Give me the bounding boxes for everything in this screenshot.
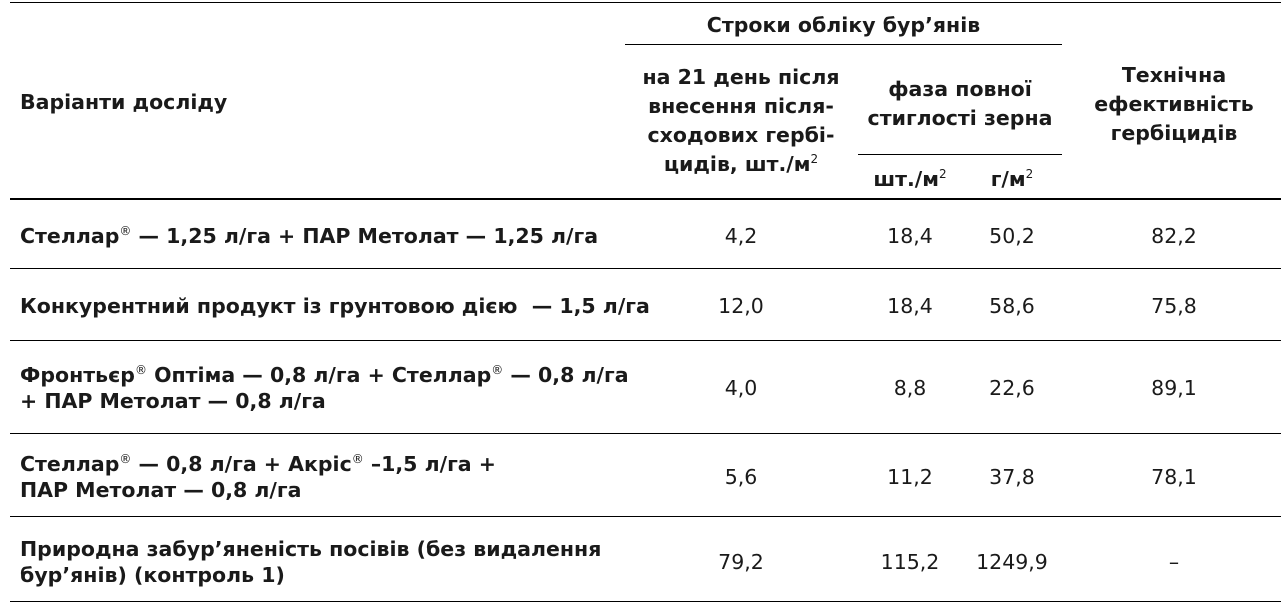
header-efficiency-line3: гербіцидів bbox=[1110, 121, 1238, 145]
table-row-4-day21: 5,6 bbox=[724, 465, 758, 489]
header-day21 bbox=[625, 63, 857, 179]
table-row-1-day21: 4,2 bbox=[724, 224, 758, 248]
table-row-4-variant bbox=[20, 451, 496, 503]
header-phase bbox=[858, 75, 1062, 133]
group-header-rule bbox=[625, 44, 1062, 45]
table-row-5-eff: – bbox=[1168, 550, 1180, 574]
header-unit-pcs: $шт./м^2$ bbox=[873, 167, 947, 191]
table-row-1-variant: Стеллар® — 1,25 л/га + ПАР Метолат — 1,25 л/га bbox=[20, 224, 599, 248]
header-day21-line4: цидів, $шт./м^2$ bbox=[663, 152, 819, 176]
table-row-5-variant bbox=[20, 536, 601, 588]
header-bottom-rule bbox=[10, 198, 1281, 200]
table-row-3-g: 22,6 bbox=[989, 376, 1035, 400]
table-row-3-variant-line2: + ПАР Метолат — 0,8 л/га bbox=[20, 389, 326, 413]
header-phase-line1: фаза повної bbox=[888, 77, 1032, 101]
table-row-1-eff: 82,2 bbox=[1151, 224, 1197, 248]
table-row-4-pcs: 11,2 bbox=[887, 465, 933, 489]
table-bottom-rule bbox=[10, 601, 1281, 602]
table-row-5-day21: 79,2 bbox=[718, 550, 764, 574]
header-phase-line2: стиглості зерна bbox=[867, 106, 1053, 130]
table-row-4-variant-line1: Стеллар® — 0,8 л/га + Акріс® –1,5 л/га + bbox=[20, 452, 496, 476]
table-row-3-variant-line1: Фронтьєр® Оптіма — 0,8 л/га + Стеллар® — 0,8 л/га bbox=[20, 363, 629, 387]
table-row-4-eff: 78,1 bbox=[1151, 465, 1197, 489]
header-efficiency-line2: ефективність bbox=[1094, 92, 1254, 116]
header-day21-line3: сходових гербі- bbox=[647, 123, 835, 147]
table-row-4-g: 37,8 bbox=[989, 465, 1035, 489]
table-top-rule bbox=[10, 2, 1281, 3]
table-row-1-g: 50,2 bbox=[989, 224, 1035, 248]
table-row-2-variant: Конкурентний продукт із грунтовою дією — 1,5 л/га bbox=[20, 294, 650, 318]
table-row-5-variant-line1: Природна забур’яненість посівів (без видалення bbox=[20, 537, 602, 561]
header-unit-g: $г/м^2$ bbox=[990, 167, 1034, 191]
table-row-4-variant-line2: ПАР Метолат — 0,8 л/га bbox=[20, 478, 302, 502]
row-divider-4 bbox=[10, 516, 1281, 517]
table-row-3-day21: 4,0 bbox=[724, 376, 758, 400]
table-row-5-variant-line2: бур’янів) (контроль 1) bbox=[20, 563, 285, 587]
header-efficiency bbox=[1062, 61, 1286, 148]
header-variants: Варіанти досліду bbox=[20, 90, 228, 114]
table-row-3-pcs: 8,8 bbox=[893, 376, 927, 400]
table-row-5-pcs: 115,2 bbox=[880, 550, 940, 574]
header-day21-line1: на 21 день після bbox=[642, 65, 840, 89]
phase-header-rule bbox=[858, 154, 1062, 155]
table-row-2-eff: 75,8 bbox=[1151, 294, 1197, 318]
table-row-1-pcs: 18,4 bbox=[887, 224, 933, 248]
row-divider-3 bbox=[10, 433, 1281, 434]
table-row-3-eff: 89,1 bbox=[1151, 376, 1197, 400]
row-divider-2 bbox=[10, 340, 1281, 341]
table-row-5-g: 1249,9 bbox=[976, 550, 1048, 574]
table-row-2-pcs: 18,4 bbox=[887, 294, 933, 318]
header-day21-line2: внесення після- bbox=[648, 94, 834, 118]
row-divider-1 bbox=[10, 268, 1281, 269]
header-efficiency-line1: Технічна bbox=[1121, 63, 1227, 87]
table-row-3-variant bbox=[20, 362, 629, 414]
table-row-2-g: 58,6 bbox=[989, 294, 1035, 318]
header-group-title: Строки обліку бур’янів bbox=[706, 13, 981, 37]
table-row-2-day21: 12,0 bbox=[718, 294, 764, 318]
